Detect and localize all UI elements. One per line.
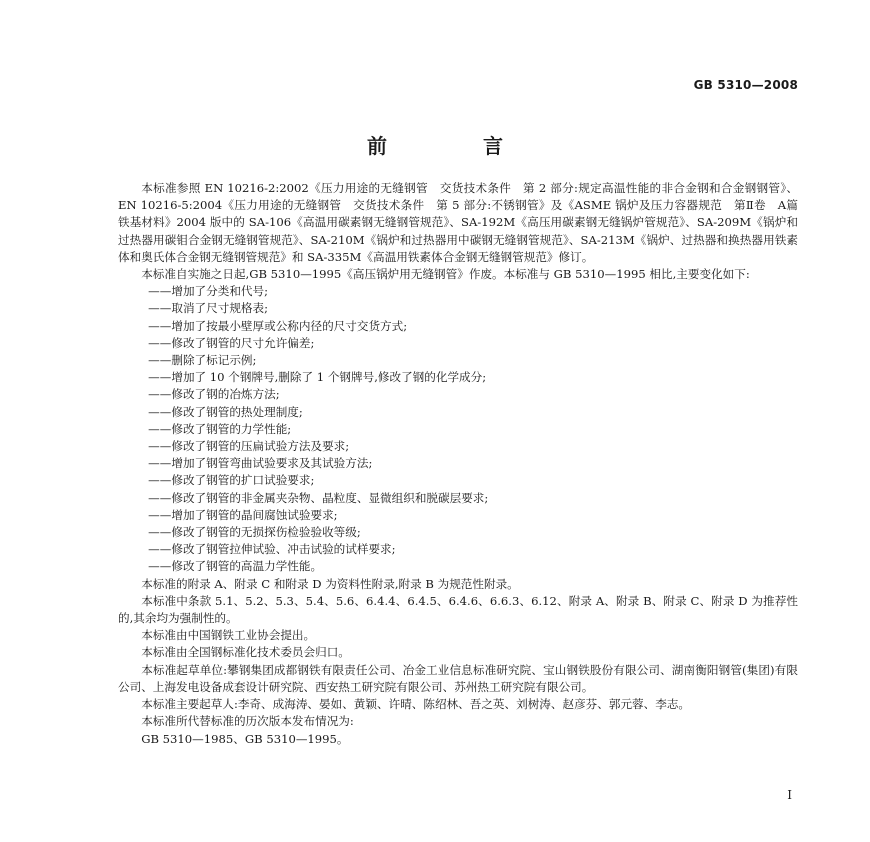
- page-title: 前 言: [367, 134, 541, 158]
- list-item: ——修改了钢管的高温力学性能。: [148, 559, 323, 574]
- paragraph-drafting-units: 本标准起草单位:攀钢集团成都钢铁有限责任公司、冶金工业信息标准研究院、宝山钢铁股份有限公司、湖南衡阳钢管(集团)有限公司、上海发电设备成套设计研究院、西安热工研究院有限公司、苏州热工研究院有限公司。: [118, 662, 798, 694]
- paragraph-previous-editions: GB 5310—1985、GB 5310—1995。: [141, 731, 349, 746]
- list-item: ——修改了钢的冶炼方法;: [148, 387, 280, 402]
- paragraph-managed-by: 本标准由全国钢标准化技术委员会归口。: [141, 645, 350, 660]
- list-item: ——增加了按最小壁厚或公称内径的尺寸交货方式;: [148, 318, 408, 333]
- list-item: ——修改了钢管的无损探伤检验验收等级;: [148, 525, 361, 540]
- document-body: [118, 180, 810, 748]
- list-item: ——增加了钢管的晶间腐蚀试验要求;: [148, 507, 338, 522]
- list-item: ——增加了钢管弯曲试验要求及其试验方法;: [148, 456, 373, 471]
- list-item: ——删除了标记示例;: [148, 353, 257, 368]
- paragraph-appendices: 本标准的附录 A、附录 C 和附录 D 为资料性附录,附录 B 为规范性附录。: [141, 576, 519, 591]
- paragraph-supersedes: 本标准自实施之日起,GB 5310—1995《高压锅炉用无缝钢管》作废。本标准与 GB 5310—1995 相比,主要变化如下:: [141, 267, 750, 282]
- list-item: ——修改了钢管的非金属夹杂物、晶粒度、显微组织和脱碳层要求;: [148, 490, 489, 505]
- standard-code: GB 5310—2008: [693, 78, 798, 92]
- paragraph-drafters: 本标准主要起草人:李奇、成海涛、晏如、黄颖、许晴、陈绍林、吾之英、刘树涛、赵彦芬、郭元蓉、李志。: [141, 697, 691, 712]
- list-item: ——修改了钢管的热处理制度;: [148, 404, 303, 419]
- list-item: ——增加了分类和代号;: [148, 284, 269, 299]
- paragraph-recommended-clauses: 本标准中条款 5.1、5.2、5.3、5.4、5.6、6.4.4、6.4.5、6.4.6、6.6.3、6.12、附录 A、附录 B、附录 C、附录 D 为推荐性的,其余均为强制性的。: [118, 593, 798, 626]
- list-item: ——修改了钢管拉伸试验、冲击试验的试样要求;: [148, 542, 396, 557]
- paragraph-proposed-by: 本标准由中国钢铁工业协会提出。: [141, 628, 316, 643]
- list-item: ——取消了尺寸规格表;: [148, 301, 269, 316]
- list-item: ——修改了钢管的压扁试验方法及要求;: [148, 439, 350, 454]
- paragraph-previous-editions-intro: 本标准所代替标准的历次版本发布情况为:: [141, 714, 354, 729]
- paragraph-reference-standards: 本标准参照 EN 10216-2:2002《压力用途的无缝钢管 交货技术条件 第 2 部分:规定高温性能的非合金钢和合金钢钢管》、EN 10216-5:2004《压力用途的无缝钢管 交货技术条件 第 5 部分:不锈钢管》及《ASME 锅炉及压力容器规范 第Ⅱ卷 A篇 铁基材料》2004 版中的 SA-106《高温用碳素钢无缝钢管规范》、SA-192M《高压用碳素钢无缝锅炉管规范》、SA-209M《锅炉和过热器用碳钼合金钢无缝钢管规范》、SA-210M《锅炉和过热器用中碳钢无缝钢管规范》、SA-213M《锅炉、过热器和换热器用铁素体和奥氏体合金钢无缝钢管规范》和 SA-335M《高温用铁素体合金钢无缝钢管规范》修订。: [118, 181, 810, 264]
- page-number: I: [787, 788, 792, 802]
- list-item: ——修改了钢管的尺寸允许偏差;: [148, 335, 315, 350]
- changes-list: [118, 283, 798, 575]
- list-item: ——修改了钢管的力学性能;: [148, 421, 292, 436]
- list-item: ——增加了 10 个钢牌号,删除了 1 个钢牌号,修改了钢的化学成分;: [148, 370, 487, 385]
- list-item: ——修改了钢管的扩口试验要求;: [148, 473, 315, 488]
